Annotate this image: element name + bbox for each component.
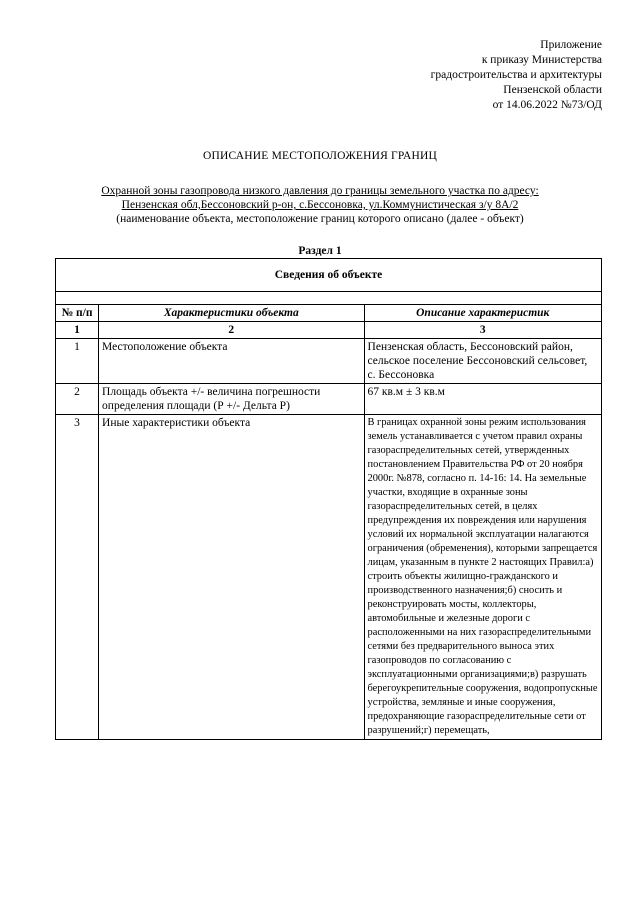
column-number-row xyxy=(56,322,602,339)
appendix-line: Приложение xyxy=(540,39,602,51)
zone-note: (наименование объекта, местоположение границ которого описано (далее - объект) xyxy=(116,213,524,225)
appendix-line: градостроительства и архитектуры xyxy=(430,69,602,81)
table-row xyxy=(56,339,602,384)
row-number: 2 xyxy=(56,384,99,415)
section-label: Раздел 1 xyxy=(298,245,342,257)
row-characteristic: Площадь объекта +/- величина погрешности определения площади (Р +/- Дельта Р) xyxy=(99,384,364,415)
row-number: 1 xyxy=(56,339,99,384)
row-description: В границах охранной зоны режим использования земель устанавливается с учетом правил охраны газораспределительных сетей, утвержденных постановлением Правительства РФ от 20 ноября 2000г. №878, согласно п. 14-16: 14. На земельные участки, входящие в охранные зоны газораспределительных сетей, в целях предупреждения их повреждения или нарушения условий их нормальной эксплуатации налагаются ограничения (обременения), которыми запрещается лицам, указанным в пункте 2 настоящих Правил:а) строить объекты жилищно-гражданского и производственного назначения;б) сносить и реконструировать мосты, коллекторы, автомобильные и железные дороги с расположенными на них газораспределительными сетями без предварительного выноса этих газопроводов по согласованию с эксплуатационными организациями;в) разрушать берегоукрепительные сооружения, водопропускные устройства, земляные и иные сооружения, предохраняющие газораспределительные сети от разрушений;г) перемещать, xyxy=(364,415,601,740)
object-info-table xyxy=(55,258,602,740)
column-number: 3 xyxy=(364,322,601,339)
header-characteristics: Характеристики объекта xyxy=(99,305,364,322)
zone-name-line2: Пензенская обл,Бессоновский р-он, с.Бессоновка, ул.Коммунистическая з/у 8А/2 xyxy=(121,199,519,211)
row-description: Пензенская область, Бессоновский район, сельское поселение Бессоновский сельсовет, с. Бессоновка xyxy=(364,339,601,384)
table-row xyxy=(56,384,602,415)
row-description: 67 кв.м ± 3 кв.м xyxy=(364,384,601,415)
table-row xyxy=(56,415,602,740)
object-description xyxy=(30,184,610,226)
header-description: Описание характеристик xyxy=(364,305,601,322)
row-number: 3 xyxy=(56,415,99,740)
document-title: ОПИСАНИЕ МЕСТОПОЛОЖЕНИЯ ГРАНИЦ xyxy=(202,150,438,162)
column-number: 1 xyxy=(56,322,99,339)
appendix-line: Пензенской области xyxy=(503,84,602,96)
zone-name-line1: Охранной зоны газопровода низкого давления до границы земельного участка по адресу: xyxy=(101,185,539,197)
header-num: № п/п xyxy=(56,305,99,322)
appendix-line: к приказу Министерства xyxy=(481,54,602,66)
row-characteristic: Местоположение объекта xyxy=(99,339,364,384)
table-header-row xyxy=(56,305,602,322)
row-characteristic: Иные характеристики объекта xyxy=(99,415,364,740)
table-spacer-row xyxy=(56,292,602,305)
appendix-line: от 14.06.2022 №73/ОД xyxy=(492,99,602,111)
table-title: Сведения об объекте xyxy=(56,259,602,292)
column-number: 2 xyxy=(99,322,364,339)
appendix-block xyxy=(431,38,602,113)
